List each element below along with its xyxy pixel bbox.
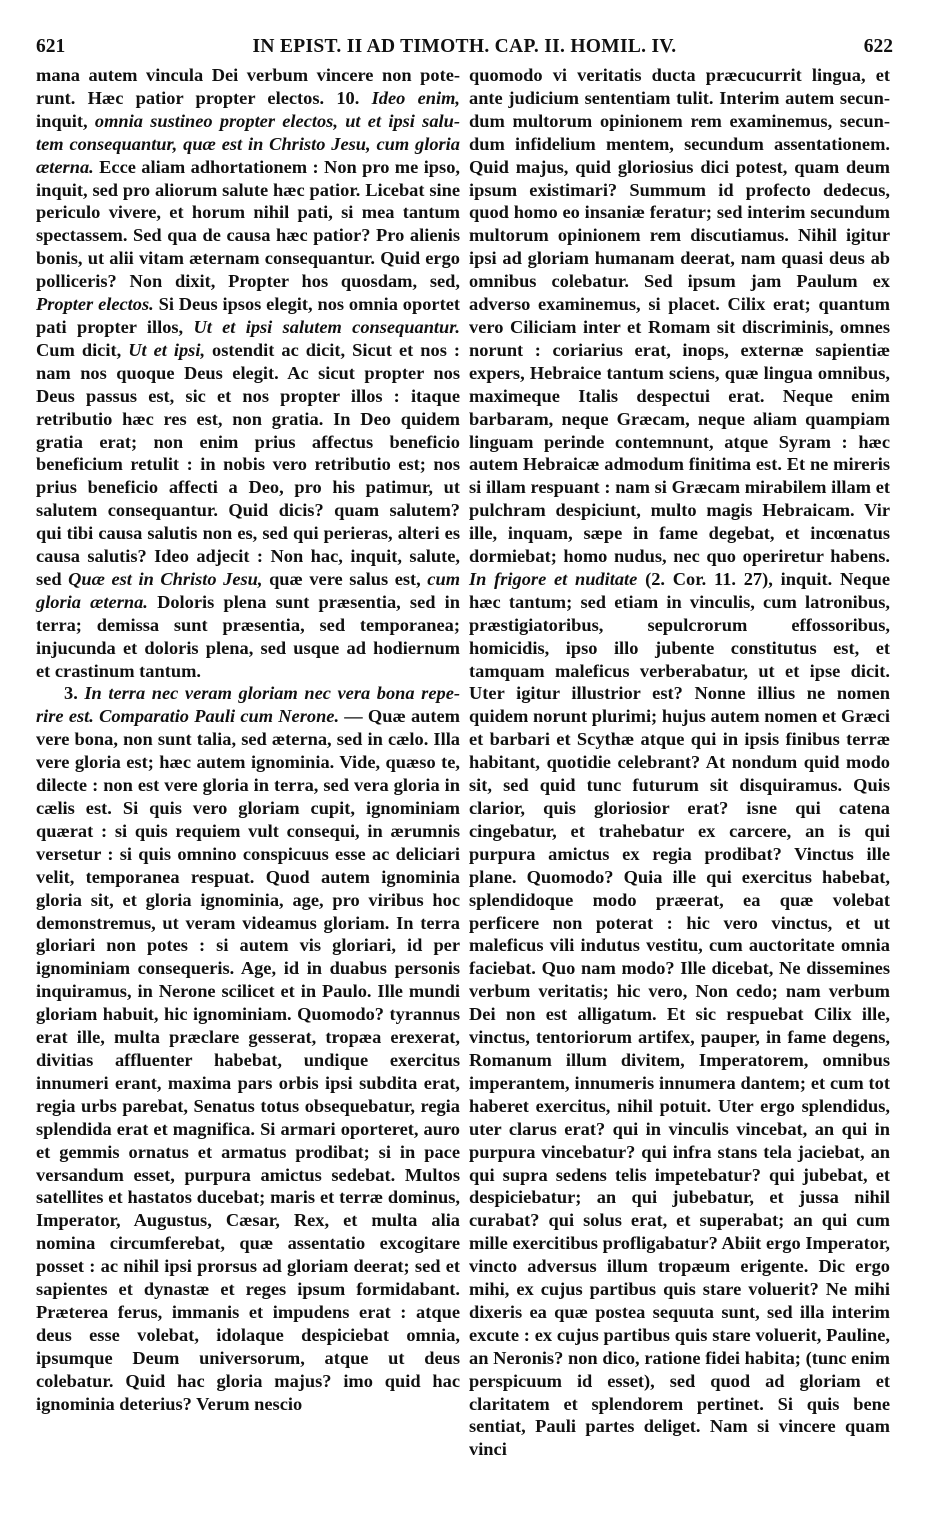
italic-run: cum gloria æterna. — [36, 568, 460, 612]
text-run: ostendit ac dicit, Sicut et nos : nam nos quoque Deus elegit. Ac sicut propter nos Deus passus est, sic et nos propter illos : itaque retributio hæc res est, non gratia. In Deo quidem gratia erat; non enim prius affectus beneficio beneficium retulit : in nobis vero retributio est; nos prius beneficio affecti a Deo, pro his patimur, ut salutem consequantur. Quid dicis? quam salutem? qui tibi causa salutis non es, sed qui perieras, alteri es causa salutis? Ideo adjecit : Non hac, inquit, salute, sed — [36, 339, 460, 589]
text-run: quomodo vi veritatis ducta præcucurrit lingua, et ante judicium sententiam tulit. Interim autem secundum multorum opinionem rem examinemus, secundum infidelium mentem, secundum assentationem. Quid majus, quid gloriosius dici potest, quam deum ipsum existimari? Summum id profecto dedecus, quod homo eo insaniæ feratur; sed interim secundum multorum opinionem rem discutiamus. Nihil igitur ipsi ad gloriam humanam deerat, nam quasi deus ab omnibus colebatur. Sed ipsum jam Paulum ex adverso examinemus, si placet. Cilix erat; quantum vero Ciliciam inter et Romam sit discriminis, omnes norunt : coriarius erat, inops, externæ sapientiæ expers, Hebraice tantum sciens, quæ lingua omnibus, maximeque Italis despectui erat. Neque enim barbaram, neque Græcam, neque aliam quampiam linguam perinde contemnunt, atque Syram : hæc autem Hebraicæ admodum finitima est. Et ne mireris si illam respuant : nam si Græcam mirabilem illam et pulchram despiciunt, multo magis Hebraicam. Vir ille, inquam, sæpe in fame degebat, et incœnatus dormiebat; homo nudus, nec quo operiretur habens. — [469, 65, 890, 567]
paragraph-3 — [469, 64, 890, 1461]
right-column — [469, 64, 890, 1461]
paragraph-1 — [36, 64, 460, 682]
section-heading: In terra nec veram gloriam nec vera bona reperire est. Comparatio Pauli cum Nerone. — [36, 683, 460, 727]
text-run: mana autem vincula Dei verbum vincere non poterunt. Hæc patior propter electos. 10. — [36, 65, 460, 108]
page-number-right: 622 — [863, 36, 893, 57]
paragraph-2 — [36, 682, 460, 1415]
italic-run: Ideo enim, — [371, 87, 460, 108]
text-run: — Quæ autem vere bona, non sunt talia, sed æterna, sed in cælo. Illa vere gloria est; hæc autem ignominia. Vide, quæso te, dilecte : non est vere gloria in terra, sed vera gloria in cælis est. Si quis vero gloriam cupit, ignominiam quærat : si quis requiem vult consequi, in ærumnis versetur : si quis omnino conspicuus esse ac deliciari velit, temporanea respuat. Quod autem ignominia gloria sit, et gloria ignominia, age, pro viribus hoc demonstremus, ut veram videamus gloriam. In terra gloriari non potes : si autem vis gloriari, id per ignominiam consequeris. Age, id in duabus personis inquiramus, in Nerone scilicet et in Paulo. Ille mundi gloriam habuit, hic ignominiam. Quomodo? tyrannus erat ille, multa præclare gesserat, tropæa erexerat, divitias affluenter habebat, undique exercitus innumeri erant, maxima pars orbis ipsi subdita erat, regia urbs parebat, Senatus totus obsequebatur, regia splendida erat et magnifica. Si armari oporteret, auro et gemmis ornatus et armatus prodibat; si in pace versandum esset, purpura amictus sedebat. Multos satellites et hastatos ducebat; maris et terræ dominus, Imperator, Augustus, Cæsar, Rex, et multa alia nomina circumferebat, quæ assentatio excogitare posset : ac nihil ipsi prorsus ad gloriam deerat; sed et sapientes et dynastæ et reges ipsum formidabant. Præterea ferus, immanis et impudens erat : atque deus esse volebat, idolaque despiciebat omnia, ipsumque Deum universorum, atque ut deus colebatur. Quid hac gloria majus? imo quid hac ignominia deterius? Verum nescio — [36, 706, 460, 1414]
running-title: IN EPIST. II AD TIMOTH. CAP. II. HOMIL. IV. — [252, 36, 677, 57]
italic-run: Ut et ipsi, — [128, 339, 206, 360]
text-run: (2. Cor. 11. 27), inquit. Neque hæc tantum; sed etiam in vinculis, cum latronibus, præstigiatoribus, sepulcrorum effossoribus, homicidis, ipso illo jubente constitutus est, et tamquam maleficus verberabatur, ut et ipse dicit. Uter igitur illustrior est? Nonne illius ne nomen quidem norunt plurimi; hujus autem nomen et Græci et barbari et Scythæ atque qui in ipsis finibus terræ habitant, quotidie celebrant? At nondum quid modo sit, sed quid tunc futurum sit disquiramus. Quis clarior, quis gloriosior erat? isne qui catena cingebatur, et trahebatur ex carcere, an is qui purpura amictus ex regia prodibat? Vinctus ille plane. Quomodo? Quia ille qui exercitus habebat, splendidoque modo præerat, ea quæ volebat perficere non poterat : hic vero vinctus, et ut maleficus vili indutus vestitu, cum auctoritate omnia faciebat. Quo nam modo? Ille dicebat, Ne dissemines verbum veritatis; hic vero, Non cedo; nam verbum Dei non est alligatum. Et sic respuebat Cilix ille, vinctus, tentoriorum artifex, pauper, in fame degens, Romanum illum divitem, Imperatorem, omnibus imperantem, innumeris innumera dantem; et cum tot haberet exercitus, nihil potuit. Uter ergo splendidus, uter clarus erat? qui in vinculis vincebat, an qui in purpura vincebatur? qui infra stans tela jaciebat, an qui supra sedens telis impetebatur? qui jubebat, et despiciebatur; an qui jubebatur, et jussa nihil curabat? qui solus erat, et superabat; an qui cum mille exercitibus profligabatur? Abiit ergo Imperator, vincto adversus illum tropæum erigente. Dic ergo mihi, ex cujus partibus quis stare voluerit? Ne mihi dixeris ea quæ postea sequuta sunt, sed illa interim excute : ex cujus partibus quis stare voluerit, Pauline, an Neronis? non dico, ratione fidei habita; (tunc enim perspicuum id esset), sed quod ad gloriam et claritatem et splendorem pertinet. Si quis bene sentiat, Pauli partes deliget. Nam si vincere quam vinci — [469, 568, 891, 1460]
text-run: Ecce aliam adhortationem : Non pro me ipso, inquit, sed pro aliorum salute hæc patior. Licebat sine periculo vivere, et horum nihil pati, si mea tantum spectassem. Sed qua de causa hæc patior? Pro alienis bonis, ut alii vitam æternam consequantur. Quid ergo polliceris? Non dixit, Propter hos quosdam, sed, — [36, 156, 460, 292]
italic-run: In frigore et nuditate — [469, 568, 638, 589]
italic-run: Quæ est in Christo Jesu, — [68, 568, 263, 589]
text-run: Cum dicit, — [36, 339, 129, 360]
italic-run: omnia sustineo propter electos, ut et ipsi salutem consequantur, quæ est in Christo Jesu, cum gloria æterna. — [36, 110, 460, 177]
text-run: quæ vere salus est, — [262, 568, 428, 589]
left-column — [36, 64, 460, 1415]
running-header — [36, 36, 893, 60]
page-number-left: 621 — [36, 36, 66, 57]
text-run: Si Deus ipsos elegit, nos omnia oportet pati propter illos, — [36, 294, 461, 337]
italic-run: Ut et ipsi salutem consequantur. — [193, 316, 460, 337]
italic-run: Propter electos. — [36, 294, 154, 315]
text-run: inquit, — [36, 110, 95, 131]
section-number: 3. — [64, 683, 85, 704]
text-run: Doloris plena sunt præsentia, sed in terra; demissa sunt præsentia, sed temporanea; injucunda et doloris plena, sed usque ad hodiernum et crastinum tantum. — [36, 591, 461, 681]
